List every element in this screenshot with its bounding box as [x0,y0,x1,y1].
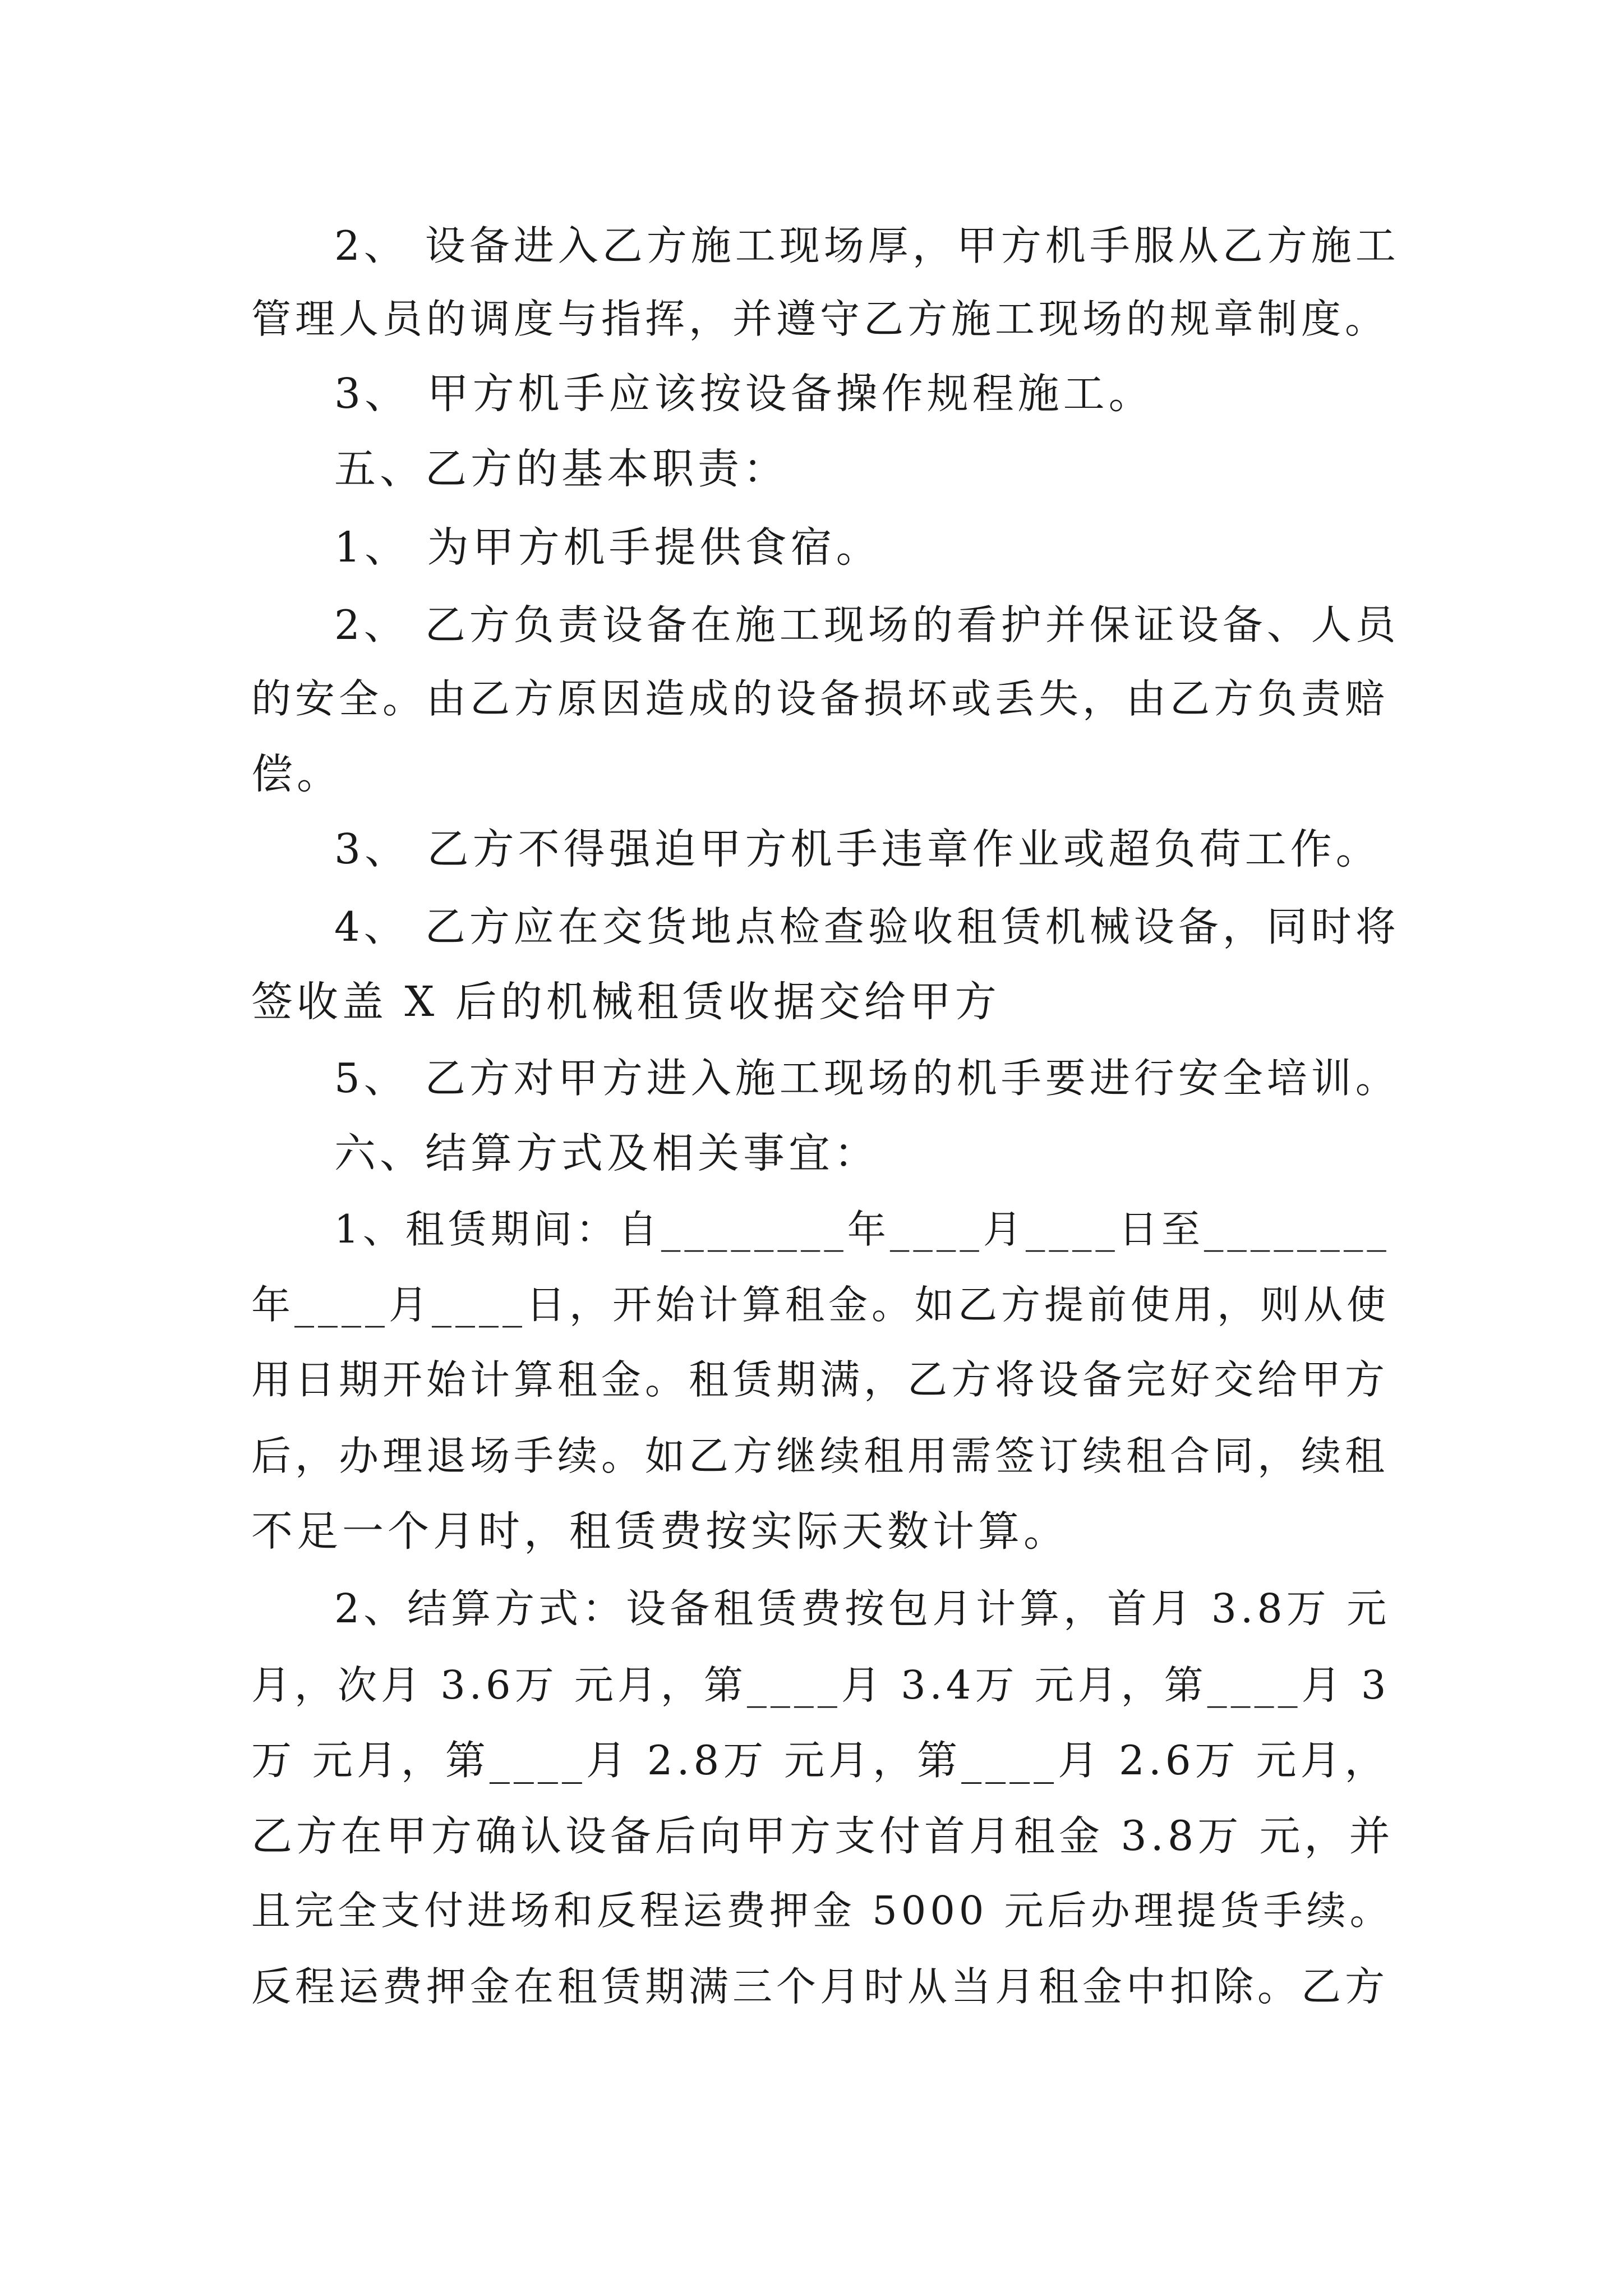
paragraph-line: 乙方在甲方确认设备后向甲方支付首月租金 3.8万 元，并 [251,1812,1394,1860]
paragraph-line: 年____月____日，开始计算租金。如乙方提前使用，则从使 [251,1282,1390,1328]
paragraph-line: 2、 乙方负责设备在施工现场的看护并保证设备、人员 [334,601,1400,648]
paragraph-line: 3、 乙方不得强迫甲方机手违章作业或超负荷工作。 [334,825,1381,873]
paragraph-line: 且完全支付进场和反程运费押金 5000 元后办理提货手续。 [251,1888,1393,1934]
paragraph-line: 5、 乙方对甲方进入施工现场的机手要进行安全培训。 [334,1055,1400,1102]
paragraph-line: 月，次月 3.6万 元月，第____月 3.4万 元月，第____月 3 [251,1662,1390,1708]
paragraph-line: 管理人员的调度与指挥，并遵守乙方施工现场的规章制度。 [251,296,1389,342]
paragraph-line: 反程运费押金在租赁期满三个月时从当月租金中扣除。乙方 [251,1963,1389,2010]
paragraph-line: 偿。 [251,750,342,798]
paragraph-line: 不足一个月时，租赁费按实际天数计算。 [251,1507,1069,1556]
paragraph-line: 1、租赁期间：自________年____月____日至________ [334,1207,1390,1252]
paragraph-line: 2、 设备进入乙方施工现场厚，甲方机手服从乙方施工 [334,222,1400,269]
paragraph-line: 万 元月，第____月 2.8万 元月，第____月 2.6万 元月， [251,1737,1389,1784]
paragraph-line: 用日期开始计算租金。租赁期满，乙方将设备完好交给甲方 [251,1356,1389,1403]
paragraph-line: 3、 甲方机手应该按设备操作规程施工。 [334,370,1154,418]
paragraph-line: 4、 乙方应在交货地点检查验收租赁机械设备，同时将 [334,903,1400,950]
paragraph-line: 1、 为甲方机手提供食宿。 [334,523,882,572]
paragraph-line: 后，办理退场手续。如乙方继续租用需签订续租合同，续租 [251,1433,1389,1479]
paragraph-line: 2、结算方式：设备租赁费按包月计算，首月 3.8万 元 [334,1585,1391,1632]
paragraph-line: 签收盖 X 后的机械租赁收据交给甲方 [251,978,1000,1026]
section-heading: 六、结算方式及相关事宜： [334,1129,879,1177]
paragraph-line: 的安全。由乙方原因造成的设备损坏或丢失，由乙方负责赔 [251,675,1389,722]
section-heading: 五、乙方的基本职责： [334,445,789,493]
